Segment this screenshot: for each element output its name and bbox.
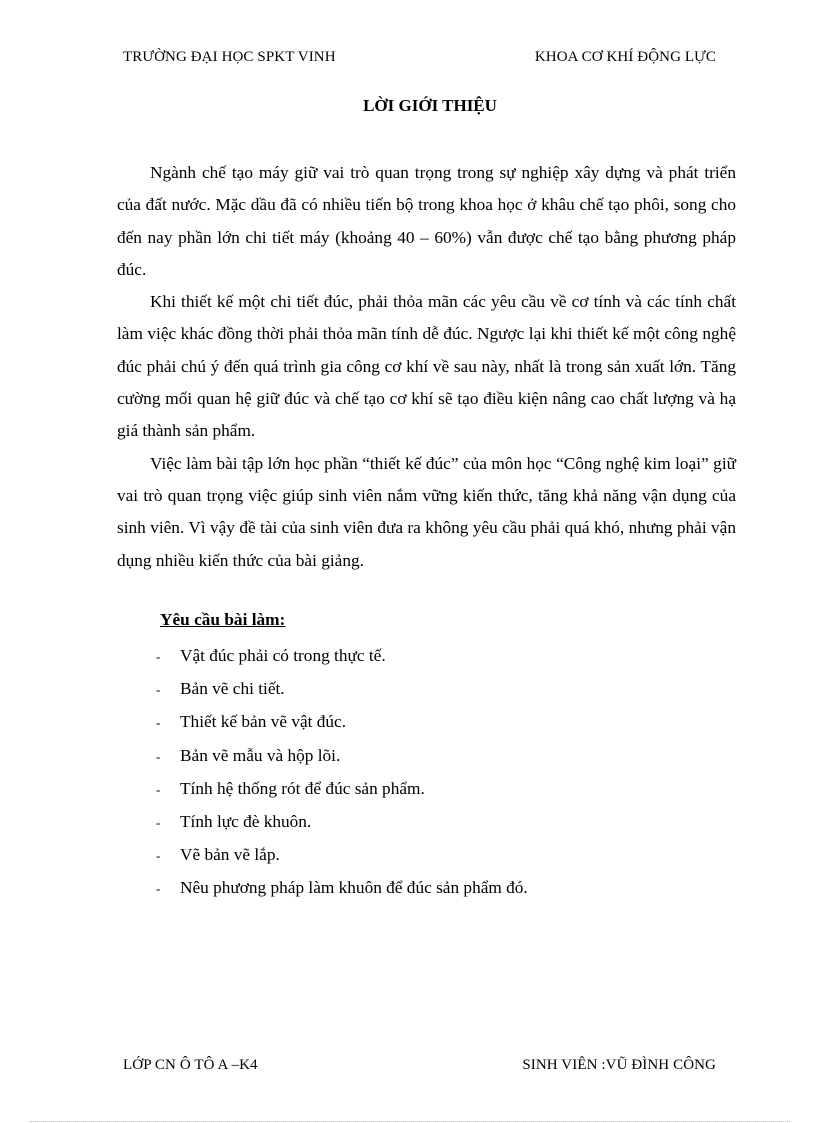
requirements-heading: Yêu cầu bài làm: [160, 610, 286, 629]
document-title: LỜI GIỚI THIỆU [363, 96, 497, 115]
bullet-dash: - [156, 715, 161, 731]
paragraph-1: Ngành chế tạo máy giữ vai trò quan trọng trong sự nghiệp xây dựng và phát triển của đất nước. Mặc dầu đã có nhiều tiến bộ trong khoa học ở khâu chế tạo phôi, song cho đến nay phần lớn chi tiết máy (khoảng 40 – 60%) vẫn được chế tạo bằng phương pháp đúc. [117, 163, 736, 279]
list-item [156, 673, 528, 706]
header-faculty: KHOA CƠ KHÍ ĐỘNG LỰC [534, 49, 716, 65]
list-item [156, 706, 528, 739]
page-header [123, 49, 716, 66]
bullet-dash: - [156, 649, 161, 664]
bullet-dash: - [156, 748, 161, 764]
list-item [156, 872, 528, 905]
footer-class: LỚP CN Ô TÔ A –K4 [123, 1057, 258, 1073]
list-item [156, 773, 528, 806]
page-footer [123, 1057, 716, 1074]
paragraph-2: Khi thiết kế một chi tiết đúc, phải thỏa mãn các yêu cầu về cơ tính và các tính chất làm việc khác đồng thời phải thỏa mãn tính dễ đúc. Ngược lại khi thiết kế một công nghệ đúc phải chú ý đến quá trình gia công cơ khí về sau này, nhất là trong sản xuất lớn. Tăng cường mối quan hệ giữ đúc và chế tạo cơ khí sẽ tạo điều kiện nâng cao chất lượng và hạ giá thành sản phẩm. [117, 292, 736, 441]
list-item-text: Vật đúc phải có trong thực tế. [180, 646, 386, 665]
list-item-text: Bản vẽ mẫu và hộp lõi. [180, 745, 341, 765]
list-item-text: Bản vẽ chi tiết. [180, 679, 285, 699]
list-item-text: Vẽ bản vẽ lắp. [180, 845, 280, 865]
list-item-text: Thiết kế bản vẽ vật đúc. [180, 712, 347, 732]
bullet-dash: - [156, 815, 161, 831]
page-break-divider [30, 1121, 790, 1122]
bullet-dash: - [156, 881, 161, 897]
list-item [156, 740, 528, 773]
list-item-text: Nêu phương pháp làm khuôn để đúc sản phẩm đó. [180, 878, 528, 898]
footer-student: SINH VIÊN :VŨ ĐÌNH CÔNG [522, 1057, 716, 1073]
list-item [156, 640, 528, 673]
introduction-body [117, 157, 736, 577]
bullet-dash: - [156, 682, 161, 698]
paragraph-3: Việc làm bài tập lớn học phần “thiết kế đúc” của môn học “Công nghệ kim loại” giữ vai trò quan trọng việc giúp sinh viên nắm vững kiến thức, tăng khả năng vận dụng của sinh viên. Vì vậy đề tài của sinh viên đưa ra không yêu cầu phải quá khó, nhưng phải vận dụng nhiều kiến thức của bài giảng. [117, 453, 736, 570]
header-school: TRƯỜNG ĐẠI HỌC SPKT VINH [123, 49, 336, 65]
list-item [156, 839, 528, 872]
list-item [156, 806, 528, 839]
list-item-text: Tính hệ thống rót để đúc sản phẩm. [180, 778, 425, 798]
bullet-dash: - [156, 781, 161, 797]
bullet-dash: - [156, 848, 161, 864]
requirements-list [156, 640, 528, 906]
list-item-text: Tính lực đè khuôn. [180, 812, 312, 832]
